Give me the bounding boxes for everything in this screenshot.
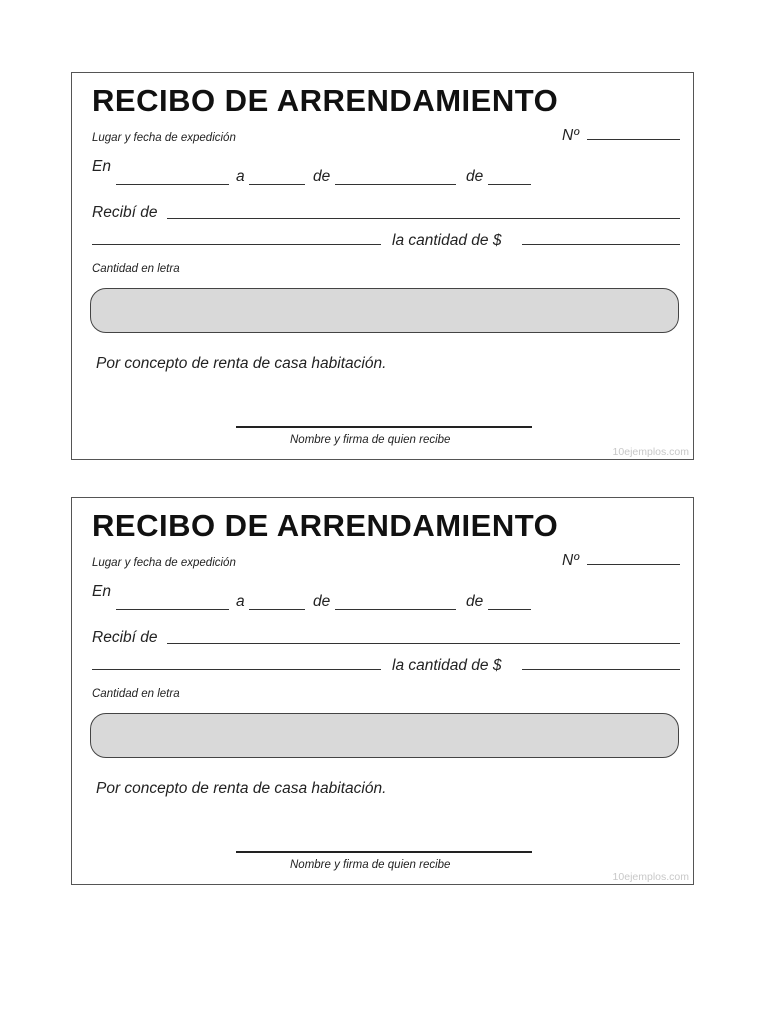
amount-label: la cantidad de $ bbox=[392, 232, 502, 249]
received-from-field[interactable] bbox=[167, 218, 680, 219]
month-field[interactable] bbox=[335, 184, 456, 185]
de-label-1: de bbox=[313, 593, 331, 610]
a-label: a bbox=[236, 593, 245, 610]
amount-in-words-box[interactable] bbox=[90, 288, 679, 333]
de-label-2: de bbox=[466, 593, 484, 610]
year-field[interactable] bbox=[488, 184, 531, 185]
received-from-field[interactable] bbox=[167, 643, 680, 644]
place-field[interactable] bbox=[116, 184, 229, 185]
month-field[interactable] bbox=[335, 609, 456, 610]
de-label-2: de bbox=[466, 168, 484, 185]
received-from-label: Recibí de bbox=[92, 204, 158, 221]
concept-text: Por concepto de renta de casa habitación. bbox=[96, 355, 387, 372]
received-from-label: Recibí de bbox=[92, 629, 158, 646]
signature-label: Nombre y firma de quien recibe bbox=[290, 434, 451, 446]
number-label: Nº bbox=[562, 127, 579, 144]
signature-line[interactable] bbox=[236, 426, 532, 428]
watermark: 10ejemplos.com bbox=[612, 871, 689, 883]
amount-in-words-label: Cantidad en letra bbox=[92, 688, 180, 700]
number-field[interactable] bbox=[587, 564, 680, 565]
amount-field[interactable] bbox=[522, 244, 680, 245]
place-date-label: Lugar y fecha de expedición bbox=[92, 132, 236, 144]
en-label: En bbox=[92, 158, 111, 175]
place-field[interactable] bbox=[116, 609, 229, 610]
receipt-title: RECIBO DE ARRENDAMIENTO bbox=[92, 508, 559, 543]
amount-label: la cantidad de $ bbox=[392, 657, 502, 674]
watermark: 10ejemplos.com bbox=[612, 446, 689, 458]
amount-in-words-box[interactable] bbox=[90, 713, 679, 758]
received-from-field-continued[interactable] bbox=[92, 669, 381, 670]
number-field[interactable] bbox=[587, 139, 680, 140]
de-label-1: de bbox=[313, 168, 331, 185]
signature-line[interactable] bbox=[236, 851, 532, 853]
amount-in-words-label: Cantidad en letra bbox=[92, 263, 180, 275]
place-date-label: Lugar y fecha de expedición bbox=[92, 557, 236, 569]
receipt-form-1 bbox=[71, 72, 694, 460]
en-label: En bbox=[92, 583, 111, 600]
day-field[interactable] bbox=[249, 609, 305, 610]
received-from-field-continued[interactable] bbox=[92, 244, 381, 245]
year-field[interactable] bbox=[488, 609, 531, 610]
signature-label: Nombre y firma de quien recibe bbox=[290, 859, 451, 871]
concept-text: Por concepto de renta de casa habitación. bbox=[96, 780, 387, 797]
amount-field[interactable] bbox=[522, 669, 680, 670]
day-field[interactable] bbox=[249, 184, 305, 185]
a-label: a bbox=[236, 168, 245, 185]
number-label: Nº bbox=[562, 552, 579, 569]
receipt-form-2 bbox=[71, 497, 694, 885]
receipt-title: RECIBO DE ARRENDAMIENTO bbox=[92, 83, 559, 118]
